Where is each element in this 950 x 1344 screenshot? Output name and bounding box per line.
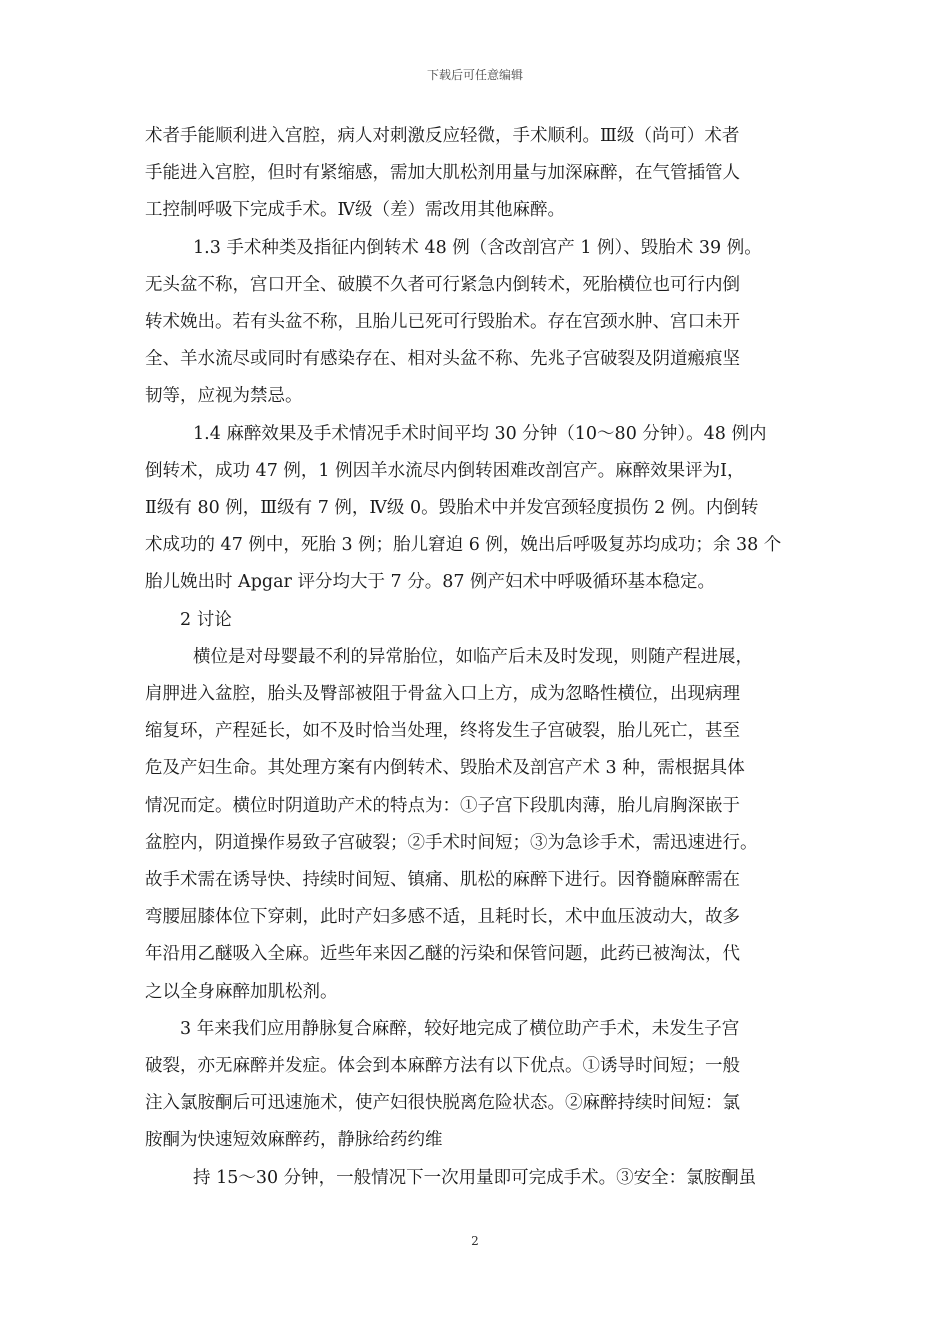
text-line: 工控制呼吸下完成手术。Ⅳ级（差）需改用其他麻醉。 <box>145 200 565 221</box>
page-number: 2 <box>471 1234 479 1248</box>
text-line: 年沿用乙醚吸入全麻。近些年来因乙醚的污染和保管问题，此药已被淘汰，代 <box>145 944 740 965</box>
text-line: 全、羊水流尽或同时有感染存在、相对头盆不称、先兆子宫破裂及阴道瘢痕坚 <box>145 349 740 370</box>
text-line: 破裂，亦无麻醉并发症。体会到本麻醉方法有以下优点。①诱导时间短；一般 <box>145 1056 740 1077</box>
text-line: 缩复环，产程延长，如不及时恰当处理，终将发生子宫破裂，胎儿死亡，甚至 <box>145 721 740 742</box>
document-body <box>145 118 810 1197</box>
text-line: 横位是对母婴最不利的异常胎位，如临产后未及时发现，则随产程进展， <box>193 646 753 667</box>
paragraph-discussion-2 <box>145 1011 810 1160</box>
text-line: 转术娩出。若有头盆不称，且胎儿已死可行毁胎术。存在宫颈水肿、宫口未开 <box>145 312 740 333</box>
text-line: Ⅱ级有 80 例，Ⅲ级有 7 例，Ⅳ级 0。毁胎术中并发宫颈轻度损伤 2 例。内倒转 <box>145 498 759 519</box>
text-line: 1.3 手术种类及指征内倒转术 48 例（含改剖宫产 1 例）、毁胎术 39 例。 <box>193 237 762 258</box>
paragraph-grading-continued <box>145 118 810 230</box>
text-line: 持 15～30 分钟，一般情况下一次用量即可完成手术。③安全：氯胺酮虽 <box>193 1167 757 1188</box>
text-line: 情况而定。横位时阴道助产术的特点为：①子宫下段肌肉薄，胎儿肩胸深嵌于 <box>145 795 740 816</box>
text-line: 术成功的 47 例中，死胎 3 例；胎儿窘迫 6 例，娩出后呼吸复苏均成功；余 38 个 <box>145 535 782 556</box>
page-header: 下载后可任意编辑 <box>426 68 523 82</box>
text-line: 手能进入宫腔，但时有紧缩感，需加大肌松剂用量与加深麻醉，在气管插管人 <box>145 163 740 184</box>
text-line: 盆腔内，阴道操作易致子宫破裂；②手术时间短；③为急诊手术，需迅速进行。 <box>145 832 758 853</box>
section-heading-discussion <box>145 602 810 639</box>
paragraph-1-3 <box>145 230 810 416</box>
text-line: 弯腰屈膝体位下穿刺，此时产妇多感不适，且耗时长，术中血压波动大，故多 <box>145 907 740 928</box>
paragraph-discussion-3 <box>145 1160 810 1197</box>
paragraph-discussion-1 <box>145 639 810 1011</box>
section-heading: 2 讨论 <box>180 609 232 630</box>
paragraph-1-4 <box>145 416 810 602</box>
text-line: 肩胛进入盆腔，胎头及臀部被阻于骨盆入口上方，成为忽略性横位，出现病理 <box>145 684 740 705</box>
text-line: 故手术需在诱导快、持续时间短、镇痛、肌松的麻醉下进行。因脊髓麻醉需在 <box>145 870 740 891</box>
text-line: 注入氯胺酮后可迅速施术，使产妇很快脱离危险状态。②麻醉持续时间短：氯 <box>145 1093 740 1114</box>
text-line: 胎儿娩出时 Apgar 评分均大于 7 分。87 例产妇术中呼吸循环基本稳定。 <box>145 572 716 593</box>
text-line: 1.4 麻醉效果及手术情况手术时间平均 30 分钟（10～80 分钟）。48 例内 <box>193 423 767 444</box>
text-line: 胺酮为快速短效麻醉药，静脉给药约维 <box>145 1130 443 1151</box>
text-line: 无头盆不称，宫口开全、破膜不久者可行紧急内倒转术，死胎横位也可行内倒 <box>145 274 740 295</box>
text-line: 倒转术，成功 47 例，1 例因羊水流尽内倒转困难改剖宫产。麻醉效果评为Ⅰ， <box>145 460 745 481</box>
text-line: 3 年来我们应用静脉复合麻醉，较好地完成了横位助产手术，未发生子宫 <box>180 1018 740 1039</box>
text-line: 危及产妇生命。其处理方案有内倒转术、毁胎术及剖宫产术 3 种，需根据具体 <box>145 758 745 779</box>
text-line: 韧等，应视为禁忌。 <box>145 386 303 407</box>
text-line: 术者手能顺利进入宫腔，病人对刺激反应轻微，手术顺利。Ⅲ级（尚可）术者 <box>145 126 740 146</box>
text-line: 之以全身麻醉加肌松剂。 <box>145 981 338 1002</box>
